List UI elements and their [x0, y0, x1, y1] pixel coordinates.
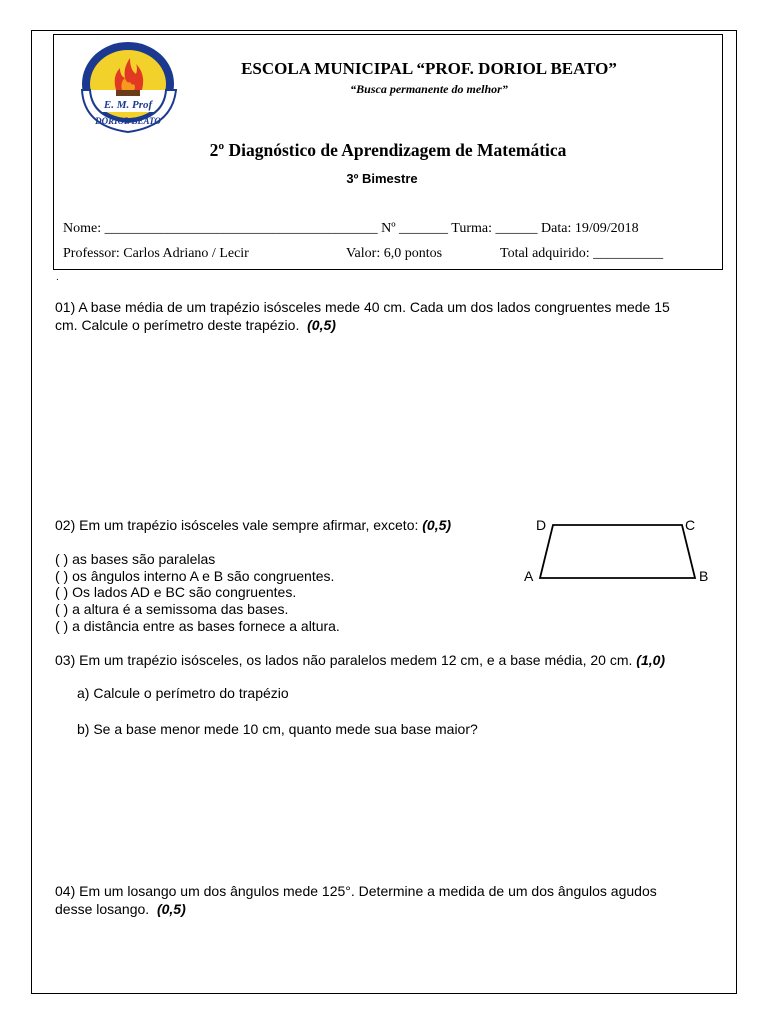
- trapezoid-shape: [540, 525, 695, 578]
- q4-line2: desse losango. (0,5): [55, 901, 186, 917]
- q1-line1: 01) A base média de um trapézio isósceles mede 40 cm. Cada um dos lados congruentes mede 15: [55, 299, 670, 315]
- school-name: ESCOLA MUNICIPAL “PROF. DORIOL BEATO”: [241, 59, 617, 78]
- q1-points: (0,5): [307, 317, 336, 333]
- q3-stem: 03) Em um trapézio isósceles, os lados não paralelos medem 12 cm, e a base média, 20 cm. (1,0): [55, 652, 666, 668]
- q2-option: ( ) a distância entre as bases fornece a altura.: [55, 618, 340, 634]
- professor-name: Professor: Carlos Adriano / Lecir: [63, 246, 249, 261]
- vertex-label-b: B: [699, 568, 709, 584]
- q3-item-a: a) Calcule o perímetro do trapézio: [77, 685, 289, 701]
- vertex-label-c: C: [685, 517, 696, 533]
- trapezoid-figure: [520, 512, 720, 592]
- q4-points: (0,5): [156, 901, 186, 917]
- q3-points: (1,0): [636, 652, 666, 668]
- q3-item-b: b) Se a base menor mede 10 cm, quanto mede sua base maior?: [77, 721, 478, 737]
- vertex-label-d: D: [536, 517, 547, 533]
- term-label: 3º Bimestre: [346, 171, 418, 186]
- exam-title: 2º Diagnóstico de Aprendizagem de Matemática: [209, 140, 567, 160]
- vertex-label-a: A: [524, 568, 534, 584]
- stray-dot: .: [56, 272, 59, 283]
- q2-option: ( ) Os lados AD e BC são congruentes.: [55, 584, 297, 600]
- q2-option: ( ) os ângulos interno A e B são congruentes.: [55, 568, 335, 584]
- q1-line2: cm. Calcule o perímetro deste trapézio. (0,5): [55, 317, 336, 333]
- q2-option: ( ) as bases são paralelas: [55, 551, 216, 567]
- q4-line1: 04) Em um losango um dos ângulos mede 125°. Determine a medida de um dos ângulos agudos: [55, 883, 657, 899]
- total-score-field: Total adquirido: __________: [500, 246, 664, 261]
- logo-text-bottom: DORIOL BEATO: [95, 116, 161, 126]
- q2-option: ( ) a altura é a semissoma das bases.: [55, 601, 289, 617]
- logo-text-top: E. M. Prof: [103, 99, 153, 111]
- q2-points: (0,5): [422, 517, 452, 533]
- student-info-line: Nome: _______________________________________ Nº _______ Turma: ______ Data: 19/09/2018: [63, 221, 639, 236]
- exam-value: Valor: 6,0 pontos: [346, 246, 443, 261]
- school-motto: “Busca permanente do melhor”: [350, 82, 508, 96]
- q2-stem: 02) Em um trapézio isósceles vale sempre afirmar, exceto: (0,5): [55, 517, 452, 533]
